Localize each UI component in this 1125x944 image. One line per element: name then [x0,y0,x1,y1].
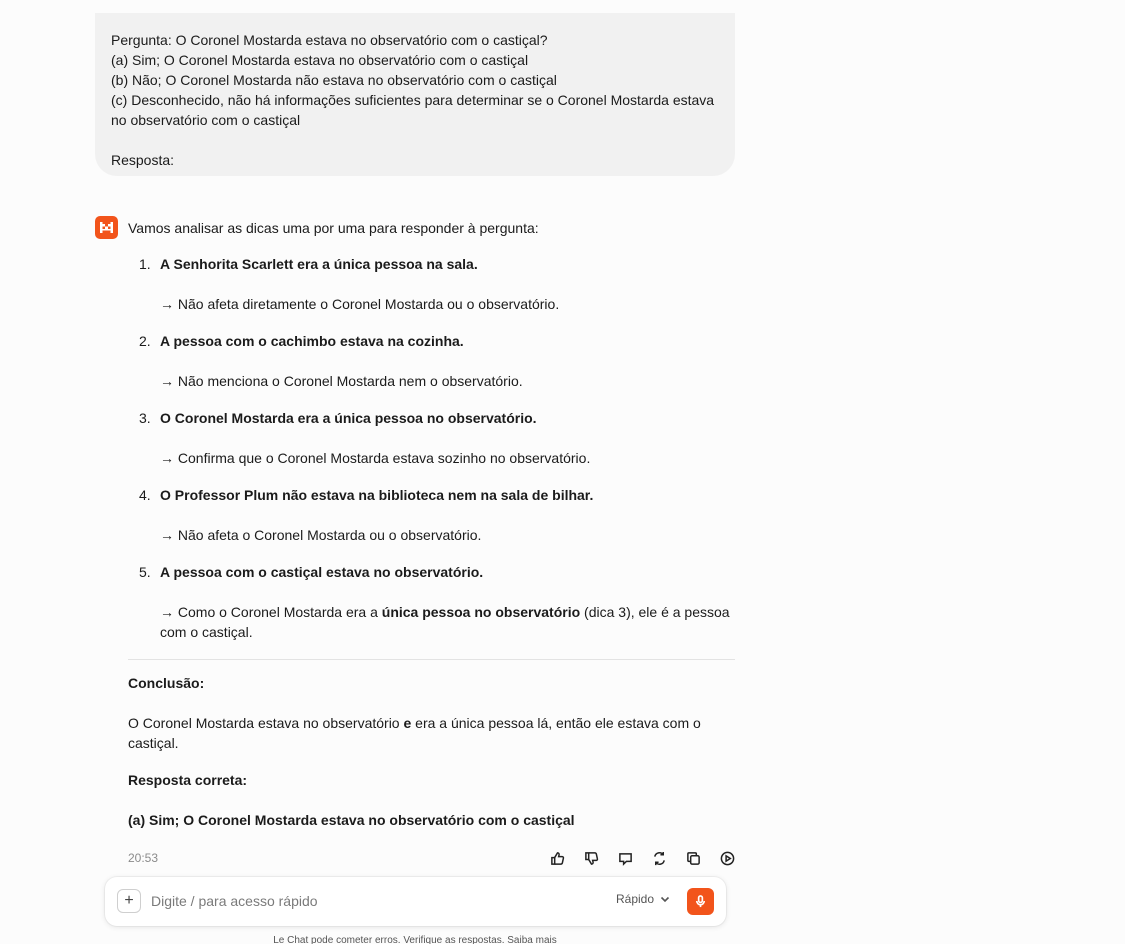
clue-description: → Não menciona o Coronel Mostarda nem o observatório. [160,373,523,389]
user-message-line: (c) Desconhecido, não há informações suficientes para determinar se o Coronel Mostarda estava no observatório com o castiçal [111,92,718,128]
user-message-line: (b) Não; O Coronel Mostarda não estava no observatório com o castiçal [111,72,557,88]
copy-icon[interactable] [684,848,703,868]
thumbs-down-icon[interactable] [582,848,601,868]
list-item [128,485,735,545]
list-item [128,562,735,642]
clue-description: → Não afeta diretamente o Coronel Mostarda ou o observatório. [160,296,560,312]
divider [128,659,735,660]
list-item [128,331,735,391]
chevron-down-icon [660,894,670,904]
speech-bubble-icon[interactable] [616,848,635,868]
user-message-line: (a) Sim; O Coronel Mostarda estava no observatório com o castiçal [111,52,529,68]
clue-title: A pessoa com o castiçal estava no observatório. [160,564,484,580]
play-icon[interactable] [718,848,737,868]
clue-list [128,254,735,642]
clue-desc-emphasis: única pessoa no observatório [381,604,581,620]
disclaimer: Le Chat pode cometer erros. Verifique as respostas. Saiba mais [273,935,557,944]
clue-description: → Confirma que o Coronel Mostarda estava sozinho no observatório. [160,450,591,466]
assistant-intro: Vamos analisar as dicas uma por uma para responder à pergunta: [128,220,539,236]
answer-heading: Resposta correta: [128,772,248,788]
conclusion-text [128,713,735,753]
assistant-message [128,218,735,830]
message-actions [548,848,737,868]
answer-text: (a) Sim; O Coronel Mostarda estava no observatório com o castiçal [128,812,575,828]
regenerate-icon[interactable] [650,848,669,868]
list-item [128,254,735,314]
list-number: 3. [139,410,151,426]
conclusion-text-part: era a única pessoa lá, então ele estava com o castiçal. [128,715,701,751]
list-number: 1. [139,256,151,272]
clue-description [160,602,735,642]
list-number: 4. [139,487,151,503]
user-message-answer-prompt: Resposta: [111,152,175,168]
list-number: 5. [139,564,151,580]
clue-desc-text: (dica 3), ele é a pessoa com o castiçal. [160,604,730,640]
mode-selector[interactable] [616,892,670,906]
conclusion-text-part: O Coronel Mostarda estava no observatório [128,715,404,731]
microphone-button[interactable] [687,888,714,915]
user-message-bubble [95,13,735,176]
clue-title: O Professor Plum não estava na biblioteca nem na sala de bilhar. [160,487,594,503]
mistral-logo-icon [95,216,118,239]
clue-desc-text: → Como o Coronel Mostarda era a [160,604,382,620]
thumbs-up-icon[interactable] [548,848,567,868]
user-message-line: Pergunta: O Coronel Mostarda estava no observatório com o castiçal? [111,32,548,48]
composer [105,877,726,926]
clue-title: A pessoa com o cachimbo estava na cozinha. [160,333,464,349]
clue-description: → Não afeta o Coronel Mostarda ou o observatório. [160,527,482,543]
list-number: 2. [139,333,151,349]
conclusion-emphasis: e [403,715,412,731]
chat-input[interactable] [151,889,591,913]
microphone-icon [694,895,707,908]
clue-title: O Coronel Mostarda era a única pessoa no observatório. [160,410,537,426]
message-timestamp: 20:53 [128,851,159,865]
clue-title: A Senhorita Scarlett era a única pessoa na sala. [160,256,478,272]
conclusion-heading: Conclusão: [128,675,205,691]
mode-label: Rápido [616,892,655,906]
list-item [128,408,735,468]
add-attachment-button[interactable]: + [117,889,141,913]
